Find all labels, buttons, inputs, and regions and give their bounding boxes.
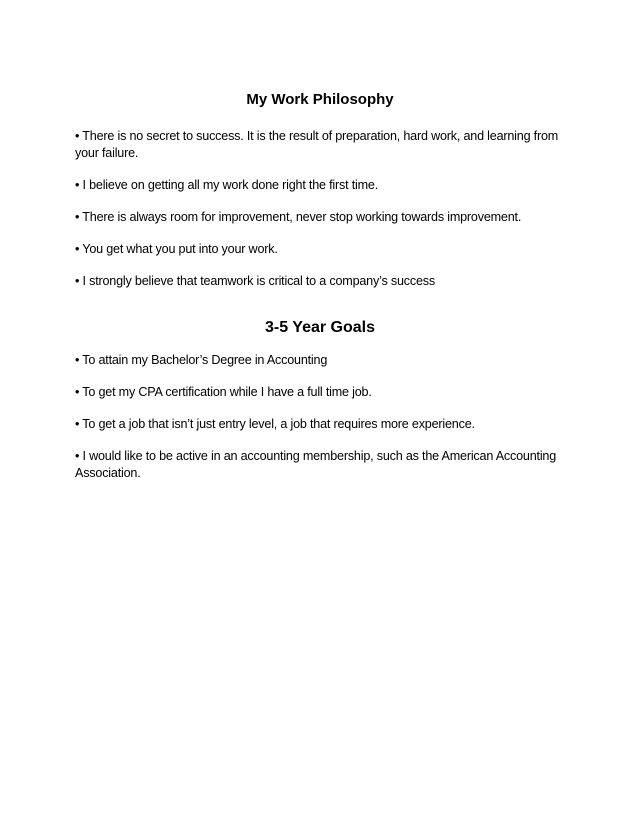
year-goals-list xyxy=(75,352,565,482)
philosophy-item-teamwork: • I strongly believe that teamwork is critical to a company’s success xyxy=(75,274,435,288)
philosophy-item-right-first-time: • I believe on getting all my work done right the first time. xyxy=(75,178,379,192)
goal-item-experienced-job: • To get a job that isn’t just entry level, a job that requires more experience. xyxy=(75,417,475,431)
goal-item-accounting-membership: • I would like to be active in an accounting membership, such as the American Accounting Association. xyxy=(75,449,557,480)
goal-item-bachelors-degree: • To attain my Bachelor’s Degree in Accounting xyxy=(75,353,328,367)
work-philosophy-list xyxy=(75,128,565,290)
philosophy-item-room-for-improvement: • There is always room for improvement, never stop working towards improvement. xyxy=(75,210,522,224)
philosophy-item-secret-to-success: • There is no secret to success. It is the result of preparation, hard work, and learning from your failure. xyxy=(75,129,559,160)
year-goals-heading: 3-5 Year Goals xyxy=(265,319,375,336)
year-goals-section xyxy=(75,318,565,482)
goal-item-cpa-certification: • To get my CPA certification while I have a full time job. xyxy=(75,385,372,399)
philosophy-item-get-what-you-put: • You get what you put into your work. xyxy=(75,242,278,256)
work-philosophy-section xyxy=(75,90,565,290)
work-philosophy-heading: My Work Philosophy xyxy=(246,91,394,108)
